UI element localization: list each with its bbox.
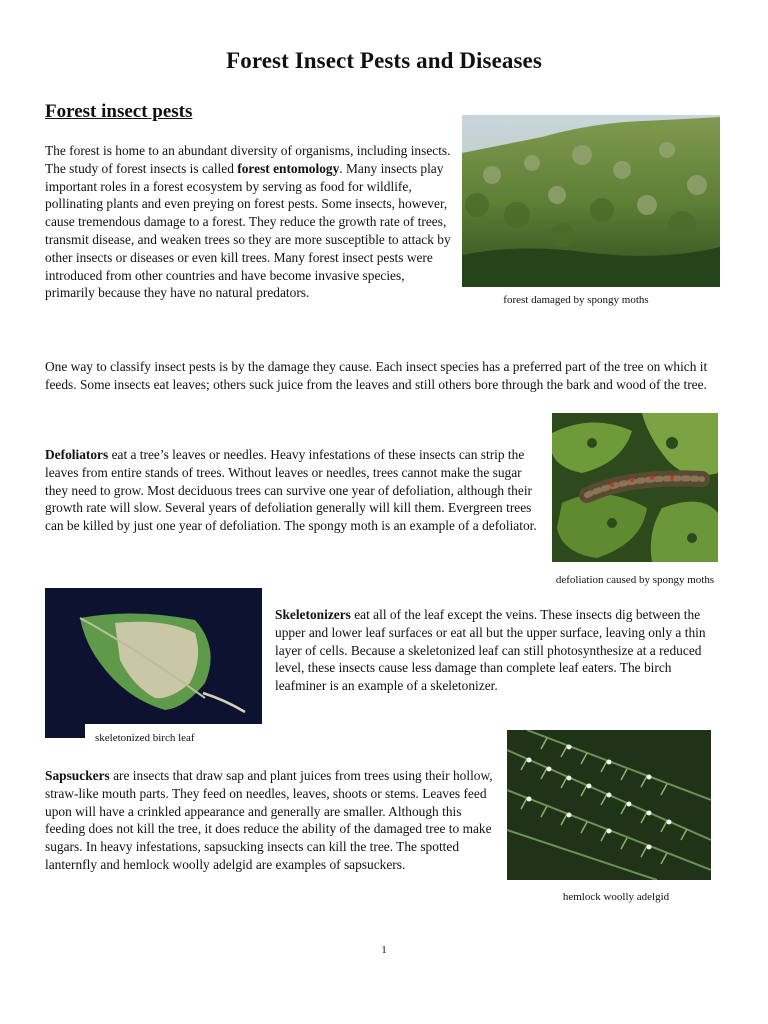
page-title: Forest Insect Pests and Diseases (226, 48, 542, 73)
forest-photo (462, 115, 720, 287)
defoliators-paragraph (45, 446, 539, 535)
birch-photo-edge (45, 724, 85, 738)
intro-paragraph (45, 142, 457, 302)
sapsuckers-paragraph (45, 767, 497, 874)
intro-text-start: The forest is home to an abundant diversity of organisms, including insects. The study of forest insects is called (45, 143, 451, 176)
page-number: 1 (381, 944, 387, 956)
birch-leaf-caption: skeletonized birch leaf (95, 732, 195, 744)
section-heading: Forest insect pests (45, 101, 193, 122)
hemlock-photo (507, 730, 711, 880)
caterpillar-photo (552, 413, 718, 562)
term-defoliators: Defoliators (45, 447, 109, 462)
term-skeletonizers: Skeletonizers (275, 607, 351, 622)
skeletonizers-text: eat all of the leaf except the veins. These insects dig between the upper and lower leaf surfaces or eat all but the upper surface, leaving only a thin layer of cells. Because a skeletonized leaf can still photosynthesize at a reduced level, these insects cause less damage than complete leaf eaters. The birch leafminer is an example of a skeletonizer. (275, 607, 706, 694)
birch-leaf-photo (45, 588, 262, 724)
term-forest-entomology: forest entomology (237, 160, 340, 176)
sapsuckers-text: are insects that draw sap and plant juices from trees using their hollow, straw-like mouth parts. They feed on needles, leaves, shoots or stems. Leaves feed upon will have a crinkled appearance and generally are smaller. Although this feeding does not kill the tree, it does reduce the ability of the damaged tree to make sugars. In heavy infestations, sapsucking insects can kill the tree. The spotted lanternfly and hemlock woolly adelgid are examples of sapsuckers. (45, 768, 493, 872)
forest-photo-caption: forest damaged by spongy moths (503, 294, 649, 306)
hemlock-photo-caption: hemlock woolly adelgid (562, 891, 670, 903)
term-sapsuckers: Sapsuckers (45, 768, 110, 783)
defoliators-text: eat a tree’s leaves or needles. Heavy infestations of these insects can strip the leaves from entire stands of trees. Without leaves or needles, trees cannot make the sugar they need to grow. Most deciduous trees can survive one year of defoliation, although their growth rate will slow. Several years of defoliation generally will kill them. Evergreen trees can be killed by just one year of defoliation. The spongy moth is an example of a defoliator. (45, 447, 537, 534)
classify-paragraph: One way to classify insect pests is by the damage they cause. Each insect species has a preferred part of the tree on which it feeds. Some insects eat leaves; others suck juice from the leaves and still others bore through the bark and wood of the tree. (45, 359, 708, 392)
intro-text-rest: . Many insects play important roles in a forest ecosystem by serving as food for wildlife, pollinating plants and even preying on forest pests. Some insects, however, cause tremendous damage to a forest. They reduce the growth rate of trees, transmit disease, and weaken trees so they are more susceptible to attack by other insects or diseases or even kill trees. Many forest insect pests were introduced from other countries and have become invasive species, primarily because they have no natural predators. (45, 160, 451, 301)
skeletonizers-paragraph (275, 606, 725, 695)
caterpillar-photo-caption: defoliation caused by spongy moths (555, 574, 715, 586)
